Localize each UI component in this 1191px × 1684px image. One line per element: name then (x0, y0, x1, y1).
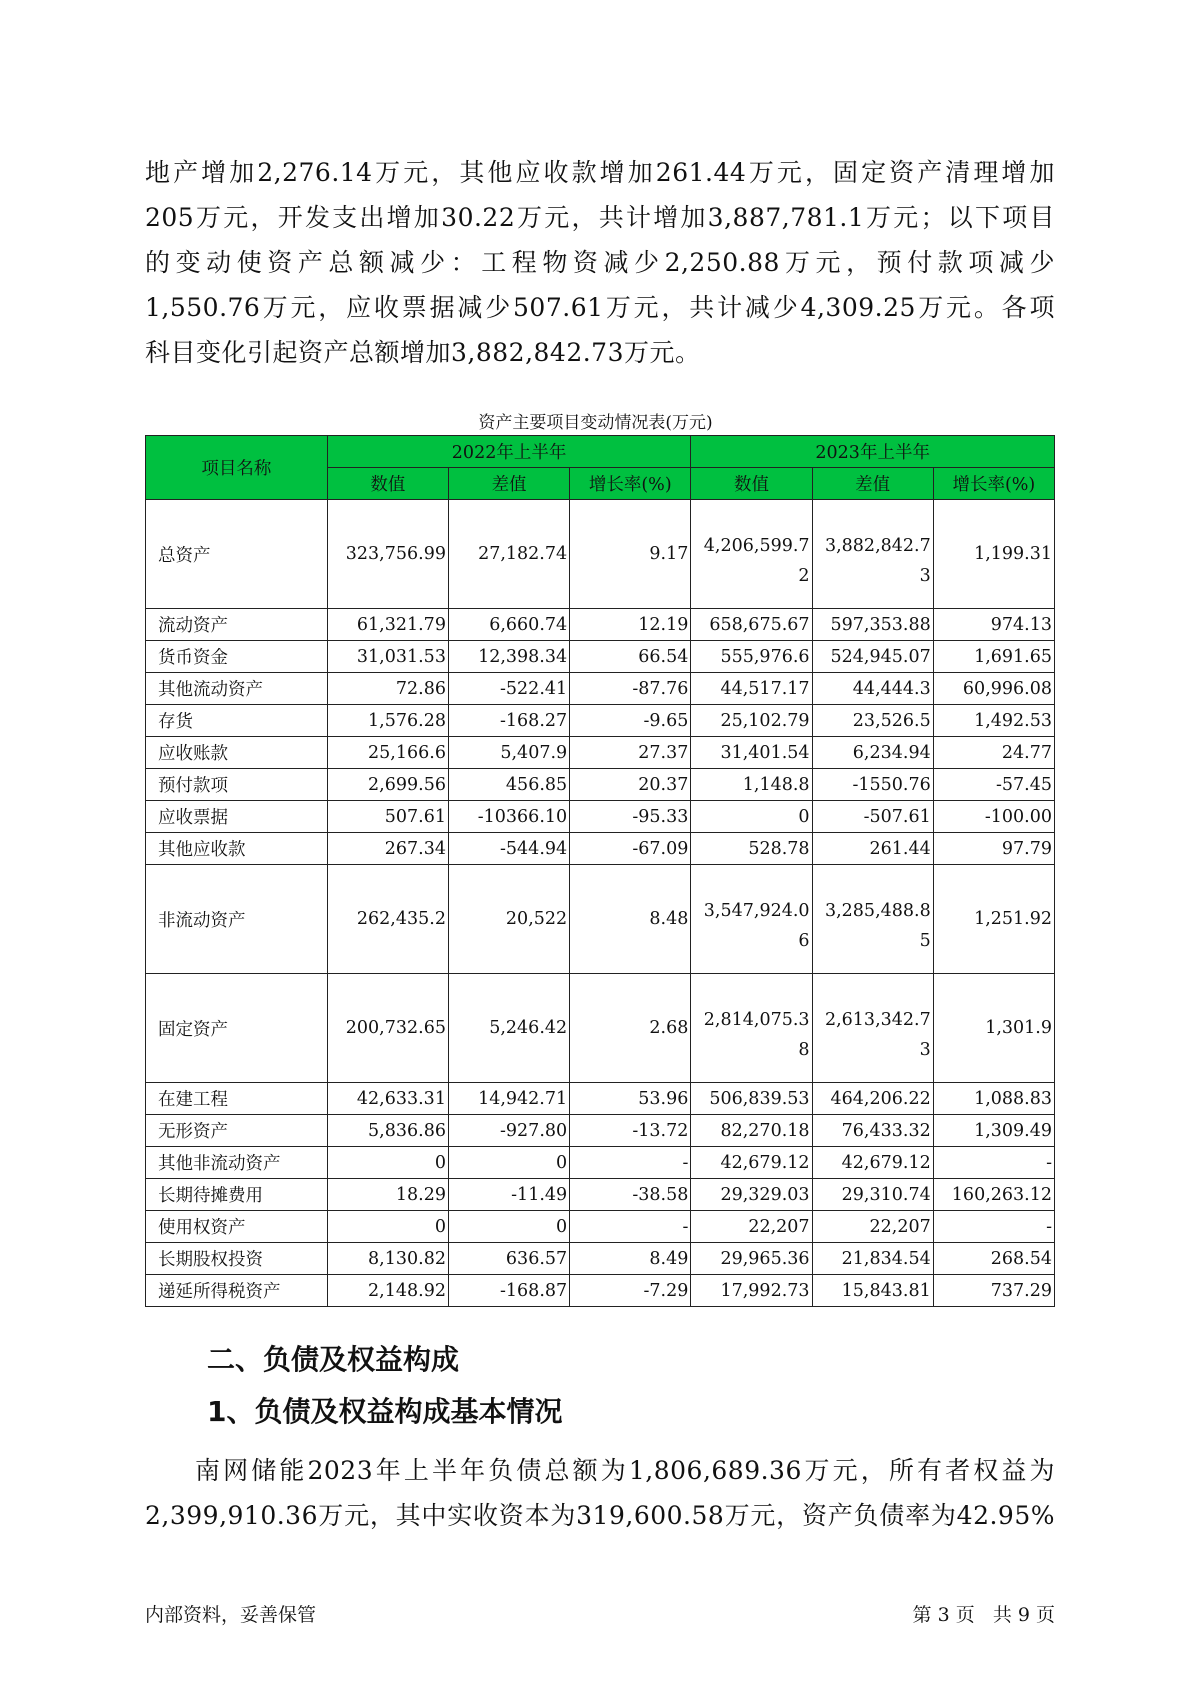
cell-rate-2023: 97.79 (933, 833, 1054, 865)
cell-diff-2023: 2,613,342.73 (812, 974, 933, 1083)
cell-value-2023: 2,814,075.38 (691, 974, 812, 1083)
cell-diff-2022: -927.80 (448, 1115, 569, 1147)
cell-value-2023: 4,206,599.72 (691, 500, 812, 609)
cell-diff-2023: 464,206.22 (812, 1083, 933, 1115)
table-row (146, 833, 1055, 865)
cell-value-2022: 61,321.79 (327, 609, 448, 641)
row-item-name: 总资产 (146, 500, 328, 609)
cell-diff-2022: -168.87 (448, 1275, 569, 1307)
cell-diff-2022: 27,182.74 (448, 500, 569, 609)
cell-value-2023: 0 (691, 801, 812, 833)
cell-value-2023: 44,517.17 (691, 673, 812, 705)
table-row (146, 673, 1055, 705)
asset-change-table (145, 435, 1055, 1307)
cell-rate-2022: -9.65 (570, 705, 691, 737)
header-period-2022: 2022年上半年 (327, 436, 691, 468)
intro-paragraph (145, 150, 1055, 375)
cell-diff-2022: -544.94 (448, 833, 569, 865)
cell-diff-2023: 3,285,488.85 (812, 865, 933, 974)
table-row (146, 1083, 1055, 1115)
cell-value-2022: 1,576.28 (327, 705, 448, 737)
row-item-name: 预付款项 (146, 769, 328, 801)
cell-diff-2022: 14,942.71 (448, 1083, 569, 1115)
cell-rate-2023: -100.00 (933, 801, 1054, 833)
cell-diff-2023: 261.44 (812, 833, 933, 865)
cell-rate-2022: 20.37 (570, 769, 691, 801)
cell-rate-2023: 268.54 (933, 1243, 1054, 1275)
cell-diff-2023: 524,945.07 (812, 641, 933, 673)
cell-diff-2023: 76,433.32 (812, 1115, 933, 1147)
cell-value-2023: 1,148.8 (691, 769, 812, 801)
row-item-name: 其他应收款 (146, 833, 328, 865)
cell-diff-2022: 20,522 (448, 865, 569, 974)
row-item-name: 应收账款 (146, 737, 328, 769)
liability-paragraph (145, 1448, 1055, 1538)
cell-diff-2023: -1550.76 (812, 769, 933, 801)
table-row (146, 705, 1055, 737)
header-diff-2023: 差值 (812, 468, 933, 500)
cell-rate-2023: -57.45 (933, 769, 1054, 801)
cell-rate-2023: 1,088.83 (933, 1083, 1054, 1115)
cell-rate-2023: 160,263.12 (933, 1179, 1054, 1211)
cell-rate-2022: 8.48 (570, 865, 691, 974)
cell-value-2022: 323,756.99 (327, 500, 448, 609)
header-diff-2022: 差值 (448, 468, 569, 500)
cell-rate-2022: 53.96 (570, 1083, 691, 1115)
cell-diff-2023: 44,444.3 (812, 673, 933, 705)
cell-value-2022: 8,130.82 (327, 1243, 448, 1275)
row-item-name: 无形资产 (146, 1115, 328, 1147)
cell-diff-2022: 12,398.34 (448, 641, 569, 673)
row-item-name: 其他非流动资产 (146, 1147, 328, 1179)
subsection-heading: 1、负债及权益构成基本情况 (207, 1395, 563, 1428)
cell-value-2022: 0 (327, 1147, 448, 1179)
table-caption: 资产主要项目变动情况表(万元) (478, 413, 713, 433)
cell-value-2023: 42,679.12 (691, 1147, 812, 1179)
cell-rate-2023: - (933, 1211, 1054, 1243)
cell-value-2023: 3,547,924.06 (691, 865, 812, 974)
cell-diff-2022: 5,246.42 (448, 974, 569, 1083)
cell-rate-2022: 27.37 (570, 737, 691, 769)
cell-rate-2023: 1,309.49 (933, 1115, 1054, 1147)
footer-page-number: 第 3 页 共 9 页 (912, 1604, 1055, 1626)
cell-diff-2022: -168.27 (448, 705, 569, 737)
cell-value-2023: 29,965.36 (691, 1243, 812, 1275)
table-row (146, 1147, 1055, 1179)
body-line: 南网储能2023年上半年负债总额为1,806,689.36万元，所有者权益为 (195, 1456, 1055, 1485)
cell-value-2022: 72.86 (327, 673, 448, 705)
row-item-name: 流动资产 (146, 609, 328, 641)
cell-diff-2023: 42,679.12 (812, 1147, 933, 1179)
row-item-name: 其他流动资产 (146, 673, 328, 705)
cell-value-2023: 658,675.67 (691, 609, 812, 641)
header-period-2023: 2023年上半年 (691, 436, 1055, 468)
cell-rate-2022: 66.54 (570, 641, 691, 673)
cell-rate-2023: 24.77 (933, 737, 1054, 769)
intro-line: 地产增加2,276.14万元，其他应收款增加261.44万元，固定资产清理增加 (145, 158, 1055, 187)
table-row (146, 769, 1055, 801)
cell-diff-2022: 636.57 (448, 1243, 569, 1275)
table-row (146, 1275, 1055, 1307)
body-line: 2,399,910.36万元，其中实收资本为319,600.58万元，资产负债率为42.95% (145, 1501, 1055, 1530)
cell-value-2022: 18.29 (327, 1179, 448, 1211)
row-item-name: 存货 (146, 705, 328, 737)
cell-value-2023: 528.78 (691, 833, 812, 865)
header-value-2022: 数值 (327, 468, 448, 500)
cell-diff-2023: 23,526.5 (812, 705, 933, 737)
cell-value-2022: 25,166.6 (327, 737, 448, 769)
cell-value-2023: 25,102.79 (691, 705, 812, 737)
cell-rate-2023: 974.13 (933, 609, 1054, 641)
cell-rate-2023: 1,691.65 (933, 641, 1054, 673)
cell-value-2022: 2,699.56 (327, 769, 448, 801)
cell-diff-2022: -10366.10 (448, 801, 569, 833)
cell-value-2023: 31,401.54 (691, 737, 812, 769)
cell-value-2022: 42,633.31 (327, 1083, 448, 1115)
cell-value-2022: 200,732.65 (327, 974, 448, 1083)
cell-rate-2022: -95.33 (570, 801, 691, 833)
cell-rate-2022: 9.17 (570, 500, 691, 609)
cell-value-2022: 507.61 (327, 801, 448, 833)
table-row (146, 1243, 1055, 1275)
cell-diff-2022: 456.85 (448, 769, 569, 801)
cell-rate-2022: - (570, 1211, 691, 1243)
cell-value-2023: 29,329.03 (691, 1179, 812, 1211)
table-body (146, 500, 1055, 1307)
cell-rate-2022: -67.09 (570, 833, 691, 865)
cell-rate-2022: -13.72 (570, 1115, 691, 1147)
section-heading: 二、负债及权益构成 (207, 1343, 460, 1376)
cell-value-2022: 267.34 (327, 833, 448, 865)
cell-value-2022: 31,031.53 (327, 641, 448, 673)
cell-diff-2022: 6,660.74 (448, 609, 569, 641)
intro-line: 科目变化引起资产总额增加3,882,842.73万元。 (145, 338, 701, 367)
table-row (146, 641, 1055, 673)
cell-rate-2022: 12.19 (570, 609, 691, 641)
table-row (146, 500, 1055, 609)
cell-diff-2022: 0 (448, 1211, 569, 1243)
table-row (146, 609, 1055, 641)
row-item-name: 递延所得税资产 (146, 1275, 328, 1307)
footer-confidential-note: 内部资料，妥善保管 (145, 1604, 317, 1626)
cell-diff-2023: 22,207 (812, 1211, 933, 1243)
cell-diff-2023: 15,843.81 (812, 1275, 933, 1307)
cell-rate-2022: -7.29 (570, 1275, 691, 1307)
cell-diff-2023: 597,353.88 (812, 609, 933, 641)
header-rate-2022: 增长率(%) (570, 468, 691, 500)
cell-rate-2023: 1,301.9 (933, 974, 1054, 1083)
header-rate-2023: 增长率(%) (933, 468, 1054, 500)
cell-rate-2022: - (570, 1147, 691, 1179)
table-row (146, 1179, 1055, 1211)
header-value-2023: 数值 (691, 468, 812, 500)
cell-diff-2022: -522.41 (448, 673, 569, 705)
cell-diff-2023: 3,882,842.73 (812, 500, 933, 609)
cell-rate-2023: - (933, 1147, 1054, 1179)
header-item-name: 项目名称 (146, 436, 328, 500)
row-item-name: 固定资产 (146, 974, 328, 1083)
cell-rate-2022: 8.49 (570, 1243, 691, 1275)
cell-diff-2023: 21,834.54 (812, 1243, 933, 1275)
cell-value-2023: 555,976.6 (691, 641, 812, 673)
cell-rate-2023: 1,251.92 (933, 865, 1054, 974)
cell-rate-2022: -38.58 (570, 1179, 691, 1211)
cell-rate-2022: 2.68 (570, 974, 691, 1083)
row-item-name: 应收票据 (146, 801, 328, 833)
cell-diff-2023: -507.61 (812, 801, 933, 833)
cell-diff-2022: 0 (448, 1147, 569, 1179)
table-row (146, 974, 1055, 1083)
table-row (146, 1211, 1055, 1243)
cell-value-2022: 5,836.86 (327, 1115, 448, 1147)
cell-value-2023: 17,992.73 (691, 1275, 812, 1307)
cell-diff-2022: -11.49 (448, 1179, 569, 1211)
table-row (146, 1115, 1055, 1147)
cell-rate-2023: 737.29 (933, 1275, 1054, 1307)
cell-rate-2022: -87.76 (570, 673, 691, 705)
row-item-name: 货币资金 (146, 641, 328, 673)
cell-rate-2023: 1,492.53 (933, 705, 1054, 737)
row-item-name: 长期股权投资 (146, 1243, 328, 1275)
cell-value-2022: 262,435.2 (327, 865, 448, 974)
intro-line: 的变动使资产总额减少：工程物资减少2,250.88万元，预付款项减少 (145, 248, 1055, 277)
table-row (146, 737, 1055, 769)
table-row (146, 865, 1055, 974)
cell-diff-2022: 5,407.9 (448, 737, 569, 769)
cell-value-2023: 22,207 (691, 1211, 812, 1243)
row-item-name: 非流动资产 (146, 865, 328, 974)
table-row (146, 801, 1055, 833)
cell-rate-2023: 60,996.08 (933, 673, 1054, 705)
cell-value-2022: 0 (327, 1211, 448, 1243)
cell-value-2023: 82,270.18 (691, 1115, 812, 1147)
cell-value-2022: 2,148.92 (327, 1275, 448, 1307)
cell-diff-2023: 6,234.94 (812, 737, 933, 769)
intro-line: 205万元，开发支出增加30.22万元，共计增加3,887,781.1万元；以下项目 (145, 203, 1055, 232)
row-item-name: 使用权资产 (146, 1211, 328, 1243)
cell-rate-2023: 1,199.31 (933, 500, 1054, 609)
intro-line: 1,550.76万元，应收票据减少507.61万元，共计减少4,309.25万元。各项 (145, 293, 1055, 322)
cell-value-2023: 506,839.53 (691, 1083, 812, 1115)
row-item-name: 在建工程 (146, 1083, 328, 1115)
row-item-name: 长期待摊费用 (146, 1179, 328, 1211)
cell-diff-2023: 29,310.74 (812, 1179, 933, 1211)
